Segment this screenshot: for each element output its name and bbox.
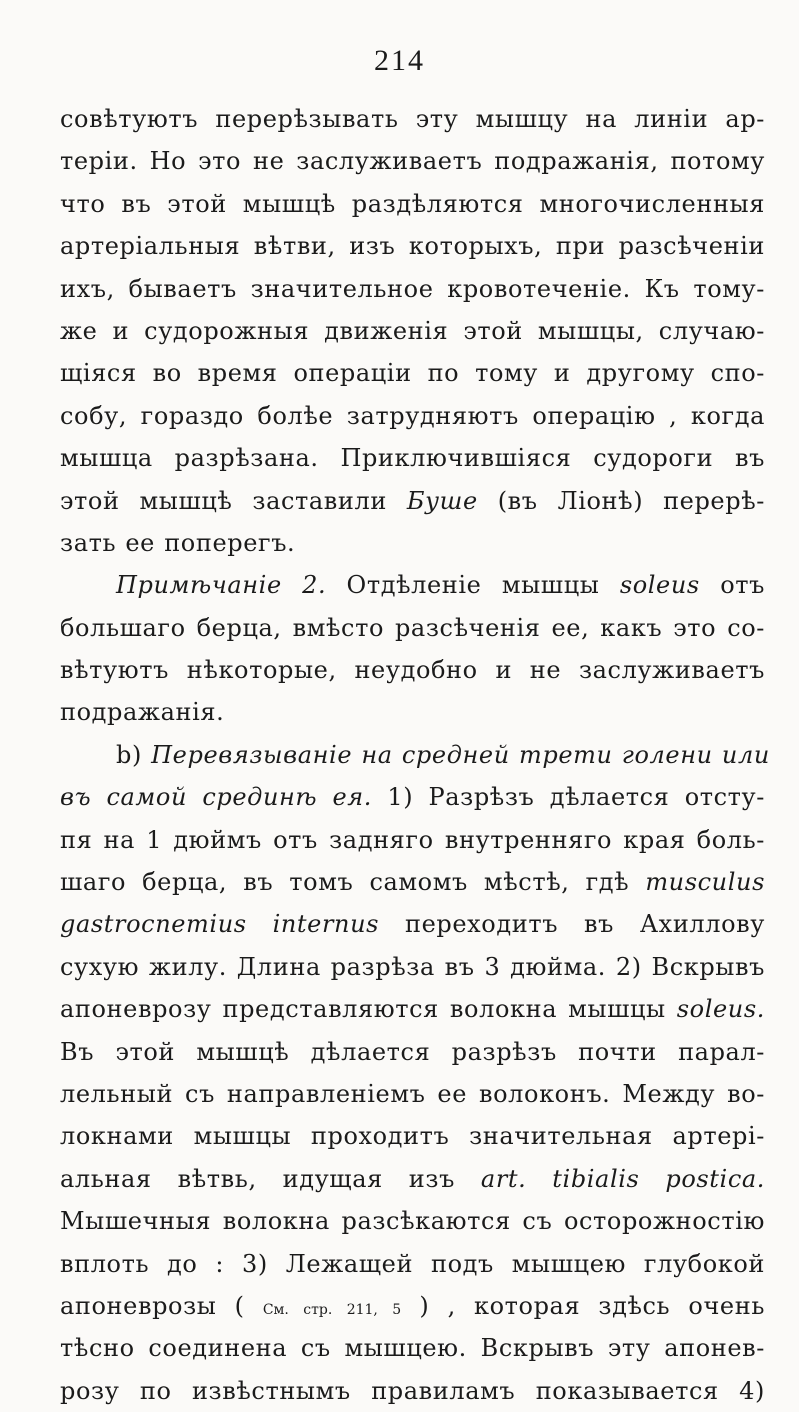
latin-term: musculus	[645, 868, 765, 897]
text-line	[60, 225, 765, 267]
text-run: отъ	[699, 571, 765, 600]
text-line	[60, 1243, 765, 1285]
text-run: же и судорожныя движенія этой мышцы, случаю-	[60, 316, 765, 345]
text-line	[60, 819, 765, 861]
text-run: Мышечныя волокна разсѣкаются съ осторожностію	[60, 1207, 765, 1236]
text-line	[60, 98, 765, 140]
section-marker: b)	[116, 740, 152, 769]
text-run: сухую жилу. Длина разрѣза въ 3 дюйма. 2) Вскрывъ	[60, 952, 765, 981]
text-run: шаго берца, въ томъ самомъ мѣстѣ, гдѣ	[60, 868, 646, 897]
text-line	[60, 352, 765, 394]
note-heading-line	[60, 564, 765, 606]
text-line	[60, 268, 765, 310]
text-run: этой мышцѣ заставили	[60, 486, 407, 515]
text-run: пя на 1 дюймъ отъ задняго внутренняго края боль-	[60, 825, 765, 854]
text-run: апоневрозу представляются волокна мышцы	[60, 995, 677, 1024]
text-line	[60, 861, 765, 903]
text-line	[60, 1370, 765, 1412]
text-run: мышца разрѣзана. Приключившіяся судороги въ	[60, 444, 765, 473]
text-line	[60, 607, 765, 649]
text-line	[60, 776, 765, 818]
text-run: подражанія.	[60, 698, 225, 727]
text-run: вѣтуютъ нѣкоторые, неудобно и не заслуживаетъ	[60, 656, 765, 685]
section-heading: Перевязываніе на средней трети голени или	[151, 740, 770, 769]
text-line	[60, 1115, 765, 1157]
text-run: зать ее поперегъ.	[60, 528, 296, 557]
cross-reference: См. стр. 211, 5	[262, 1301, 402, 1318]
text-run: ихъ, бываетъ значительное кровотеченіе. Къ тому-	[60, 274, 765, 303]
text-run: 1) Разрѣзъ дѣлается отсту-	[372, 783, 765, 812]
text-line	[60, 691, 765, 733]
text-line	[60, 480, 765, 522]
text-line	[60, 522, 765, 564]
section-heading-line	[60, 734, 770, 776]
section-heading: въ самой срединѣ ея.	[60, 783, 373, 812]
text-run: розу по извѣстнымъ правиламъ показывается 4)	[60, 1376, 765, 1405]
note-heading: Примѣчаніе 2.	[116, 571, 327, 600]
text-line	[60, 946, 765, 988]
text-run: щіяся во время операціи по тому и другому спо-	[60, 359, 765, 388]
text-run: лельный съ направленіемъ ее волоконъ. Между во-	[60, 1079, 765, 1108]
page-number: 214	[374, 44, 425, 77]
latin-term: soleus	[619, 571, 700, 600]
text-line	[60, 903, 765, 945]
text-run: что въ этой мышцѣ раздѣляются многочисленныя	[60, 189, 765, 218]
text-line	[60, 437, 765, 479]
text-line	[60, 395, 765, 437]
text-run: (въ Ліонѣ) перерѣ-	[477, 486, 765, 515]
text-run: локнами мышцы проходитъ значительная артері-	[60, 1122, 765, 1151]
text-run: собу, гораздо болѣе затрудняютъ операцію , когда	[60, 401, 765, 430]
text-run: ) , которая здѣсь очень	[401, 1291, 766, 1320]
text-line	[60, 310, 765, 352]
text-line	[60, 140, 765, 182]
text-run: теріи. Но это не заслуживаетъ подражанія, потому	[60, 147, 765, 176]
text-run: Въ этой мышцѣ дѣлается разрѣзъ почти парал-	[60, 1037, 765, 1066]
text-run: альная вѣтвь, идущая изъ	[60, 1164, 481, 1193]
text-line	[60, 1031, 765, 1073]
text-line	[60, 1327, 765, 1369]
text-line	[60, 1158, 765, 1200]
text-line	[60, 183, 765, 225]
text-line	[60, 649, 765, 691]
text-run: апоневрозы (	[60, 1291, 263, 1320]
text-run: Отдѣленіе мышцы	[326, 571, 620, 600]
italic-name: Буше	[406, 486, 478, 515]
page-text	[60, 98, 770, 1412]
text-run: тѣсно соединена съ мышцею. Вскрывъ эту апонев-	[60, 1334, 765, 1363]
text-line	[60, 1285, 765, 1327]
latin-term: gastrocnemius internus	[60, 910, 380, 939]
text-run: совѣтуютъ перерѣзывать эту мышцу на линіи ар-	[60, 105, 765, 133]
text-line	[60, 988, 765, 1030]
text-line	[60, 1073, 765, 1115]
latin-term: soleus.	[676, 995, 765, 1024]
text-run: переходитъ въ Ахиллову	[379, 910, 765, 939]
text-line	[60, 1200, 765, 1242]
text-run: артеріальныя вѣтви, изъ которыхъ, при разсѣченіи	[60, 232, 765, 261]
latin-term: art. tibialis postica.	[480, 1164, 765, 1193]
text-run: вплоть до : 3) Лежащей подъ мышцею глубокой	[60, 1249, 765, 1278]
text-run: большаго берца, вмѣсто разсѣченія ее, какъ это со-	[60, 613, 765, 642]
